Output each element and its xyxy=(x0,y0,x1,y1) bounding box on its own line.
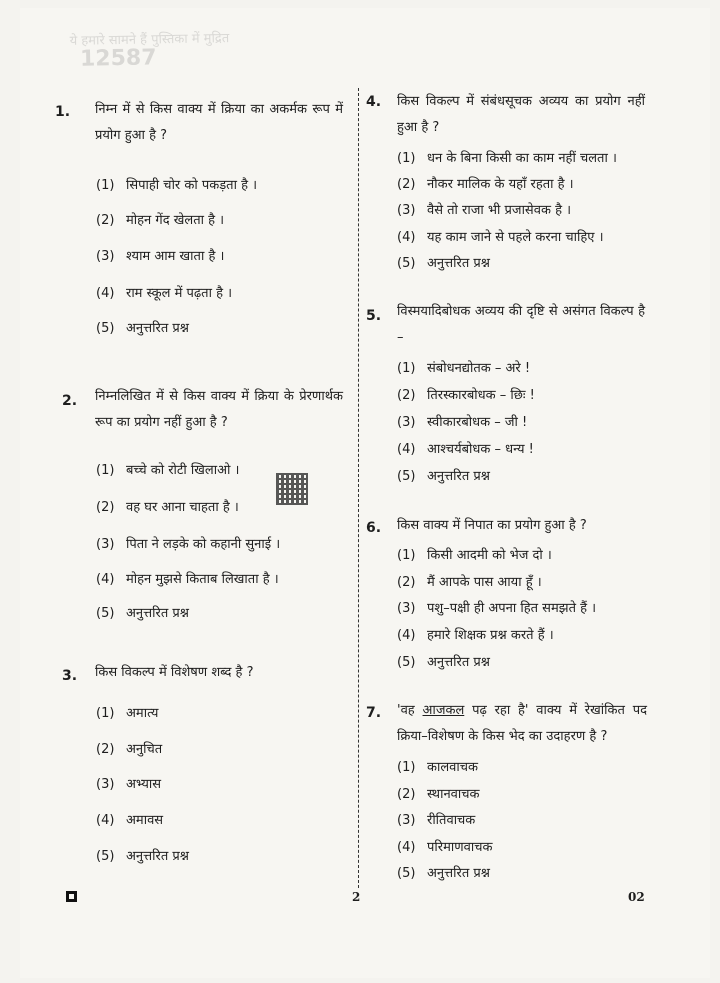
option-5[interactable] xyxy=(397,466,490,484)
option-4[interactable] xyxy=(397,439,534,457)
footer-square-icon xyxy=(66,891,77,902)
option-number: (2) xyxy=(96,213,115,228)
option-text: पशु–पक्षी ही अपना हित समझते हैं । xyxy=(427,601,597,616)
question-number: 6. xyxy=(366,520,382,536)
option-text: सिपाही चोर को पकड़ता है । xyxy=(126,178,258,193)
option-number: (2) xyxy=(397,575,416,590)
option-1[interactable] xyxy=(397,545,552,563)
option-number: (4) xyxy=(397,840,416,855)
option-number: (4) xyxy=(397,230,416,245)
option-number: (3) xyxy=(397,601,416,616)
option-number: (4) xyxy=(96,572,115,587)
option-text: अभ्यास xyxy=(126,777,162,792)
option-text: नौकर मालिक के यहाँ रहता है । xyxy=(427,177,574,192)
option-text: अनुचित xyxy=(126,742,163,757)
option-number: (1) xyxy=(397,361,416,376)
option-number: (5) xyxy=(96,606,115,621)
option-number: (2) xyxy=(96,742,115,757)
option-4[interactable] xyxy=(397,837,492,855)
option-text: राम स्कूल में पढ़ता है । xyxy=(126,286,233,301)
option-number: (1) xyxy=(397,151,416,166)
question-text xyxy=(397,698,647,750)
question-number: 1. xyxy=(55,104,71,120)
option-text: अनुत्तरित प्रश्न xyxy=(427,469,490,484)
option-4[interactable] xyxy=(96,283,232,301)
option-text: मोहन मुझसे किताब लिखाता है । xyxy=(126,572,279,587)
option-5[interactable] xyxy=(397,253,490,271)
option-2[interactable] xyxy=(397,572,542,590)
paper-code: 02 xyxy=(628,890,645,904)
option-3[interactable] xyxy=(397,598,596,616)
option-text: किसी आदमी को भेज दो । xyxy=(427,548,552,563)
option-5[interactable] xyxy=(397,652,490,670)
option-text: संबोधनद्योतक – अरे ! xyxy=(427,361,531,376)
page-number: 2 xyxy=(352,890,361,904)
option-3[interactable] xyxy=(397,810,475,828)
option-text: अमावस xyxy=(126,813,164,828)
qr-code-icon xyxy=(276,473,308,505)
option-text: अनुत्तरित प्रश्न xyxy=(427,866,490,881)
option-5[interactable] xyxy=(96,846,189,864)
option-2[interactable] xyxy=(397,174,574,192)
option-2[interactable] xyxy=(96,210,224,228)
question-number: 2. xyxy=(62,393,78,409)
option-number: (1) xyxy=(397,548,416,563)
question-text: किस विकल्प में विशेषण शब्द है ? xyxy=(95,665,254,680)
option-2[interactable] xyxy=(96,497,239,515)
option-text: तिरस्कारबोधक – छिः ! xyxy=(427,388,535,403)
option-number: (5) xyxy=(96,849,115,864)
option-text: स्थानवाचक xyxy=(427,787,480,802)
option-text: यह काम जाने से पहले करना चाहिए । xyxy=(427,230,604,245)
option-text: आश्चर्यबोधक – धन्य ! xyxy=(427,442,534,457)
option-1[interactable] xyxy=(96,703,158,721)
option-number: (5) xyxy=(397,655,416,670)
option-4[interactable] xyxy=(96,810,163,828)
option-3[interactable] xyxy=(96,246,224,264)
option-text: वह घर आना चाहता है । xyxy=(126,500,239,515)
option-1[interactable] xyxy=(397,757,478,775)
question-number: 5. xyxy=(366,308,382,324)
option-number: (3) xyxy=(96,537,115,552)
option-1[interactable] xyxy=(96,460,239,478)
option-text: पिता ने लड़के को कहानी सुनाई । xyxy=(126,537,281,552)
option-3[interactable] xyxy=(397,412,527,430)
question-number: 7. xyxy=(366,705,382,721)
question-text: किस विकल्प में संबंधसूचक अव्यय का प्रयोग नहीं हुआ है ? xyxy=(397,94,645,135)
option-number: (1) xyxy=(96,706,115,721)
option-number: (5) xyxy=(397,866,416,881)
option-number: (3) xyxy=(96,249,115,264)
option-text: धन के बिना किसी का काम नहीं चलता । xyxy=(427,151,617,166)
option-text: बच्चे को रोटी खिलाओ । xyxy=(126,463,240,478)
option-number: (4) xyxy=(96,813,115,828)
option-5[interactable] xyxy=(96,603,189,621)
option-number: (4) xyxy=(397,628,416,643)
option-2[interactable] xyxy=(96,739,162,757)
option-text: अनुत्तरित प्रश्न xyxy=(126,321,189,336)
bleed-line: ये हमारे सामने हैं पुस्तिका में मुद्रित xyxy=(69,31,230,49)
option-2[interactable] xyxy=(397,784,480,802)
option-number: (3) xyxy=(397,813,416,828)
option-number: (1) xyxy=(96,178,115,193)
option-1[interactable] xyxy=(397,148,617,166)
option-4[interactable] xyxy=(397,227,604,245)
option-number: (1) xyxy=(96,463,115,478)
option-text: अनुत्तरित प्रश्न xyxy=(126,849,189,864)
option-number: (4) xyxy=(96,286,115,301)
option-text: कालवाचक xyxy=(427,760,478,775)
option-1[interactable] xyxy=(96,175,257,193)
option-number: (2) xyxy=(397,177,416,192)
option-3[interactable] xyxy=(96,774,161,792)
option-5[interactable] xyxy=(397,863,490,881)
bleed-through-text xyxy=(70,23,631,93)
option-text: स्वीकारबोधक – जी ! xyxy=(427,415,528,430)
option-number: (5) xyxy=(96,321,115,336)
option-text: श्याम आम खाता है । xyxy=(126,249,225,264)
question-text: निम्न में से किस वाक्य में क्रिया का अकर्मक रूप में प्रयोग हुआ है ? xyxy=(95,102,343,143)
question-text-post: पढ़ रहा है' वाक्य में रेखांकित पद क्रिया–विशेषण के किस भेद का उदाहरण है ? xyxy=(397,703,647,744)
option-text: अनुत्तरित प्रश्न xyxy=(126,606,189,621)
option-number: (5) xyxy=(397,469,416,484)
question-text-pre: 'वह xyxy=(397,703,423,718)
column-divider xyxy=(358,88,360,888)
option-3[interactable] xyxy=(397,200,571,218)
question-number: 3. xyxy=(62,668,78,684)
option-text: रीतिवाचक xyxy=(427,813,476,828)
option-number: (3) xyxy=(397,203,416,218)
question-text: विस्मयादिबोधक अव्यय की दृष्टि से असंगत विकल्प है – xyxy=(397,304,645,345)
question-number: 4. xyxy=(366,94,382,110)
question-text: निम्नलिखित में से किस वाक्य में क्रिया के प्रेरणार्थक रूप का प्रयोग नहीं हुआ है ? xyxy=(95,389,343,430)
option-text: मैं आपके पास आया हूँ । xyxy=(427,575,542,590)
option-4[interactable] xyxy=(397,625,554,643)
option-number: (2) xyxy=(96,500,115,515)
option-text: हमारे शिक्षक प्रश्न करते हैं । xyxy=(427,628,554,643)
option-1[interactable] xyxy=(397,358,530,376)
underlined-word: आजकल xyxy=(422,703,465,718)
option-2[interactable] xyxy=(397,385,535,403)
option-text: परिमाणवाचक xyxy=(427,840,493,855)
bleed-number: 12587 xyxy=(79,45,157,72)
option-text: मोहन गेंद खेलता है । xyxy=(126,213,225,228)
option-4[interactable] xyxy=(96,569,279,587)
option-number: (2) xyxy=(397,388,416,403)
option-number: (3) xyxy=(96,777,115,792)
option-number: (5) xyxy=(397,256,416,271)
option-number: (4) xyxy=(397,442,416,457)
option-3[interactable] xyxy=(96,534,280,552)
option-number: (2) xyxy=(397,787,416,802)
option-number: (3) xyxy=(397,415,416,430)
option-text: अनुत्तरित प्रश्न xyxy=(427,256,490,271)
option-text: वैसे तो राजा भी प्रजासेवक है । xyxy=(427,203,572,218)
option-number: (1) xyxy=(397,760,416,775)
option-5[interactable] xyxy=(96,318,189,336)
option-text: अमात्य xyxy=(126,706,159,721)
option-text: अनुत्तरित प्रश्न xyxy=(427,655,490,670)
question-text: किस वाक्य में निपात का प्रयोग हुआ है ? xyxy=(397,518,587,533)
